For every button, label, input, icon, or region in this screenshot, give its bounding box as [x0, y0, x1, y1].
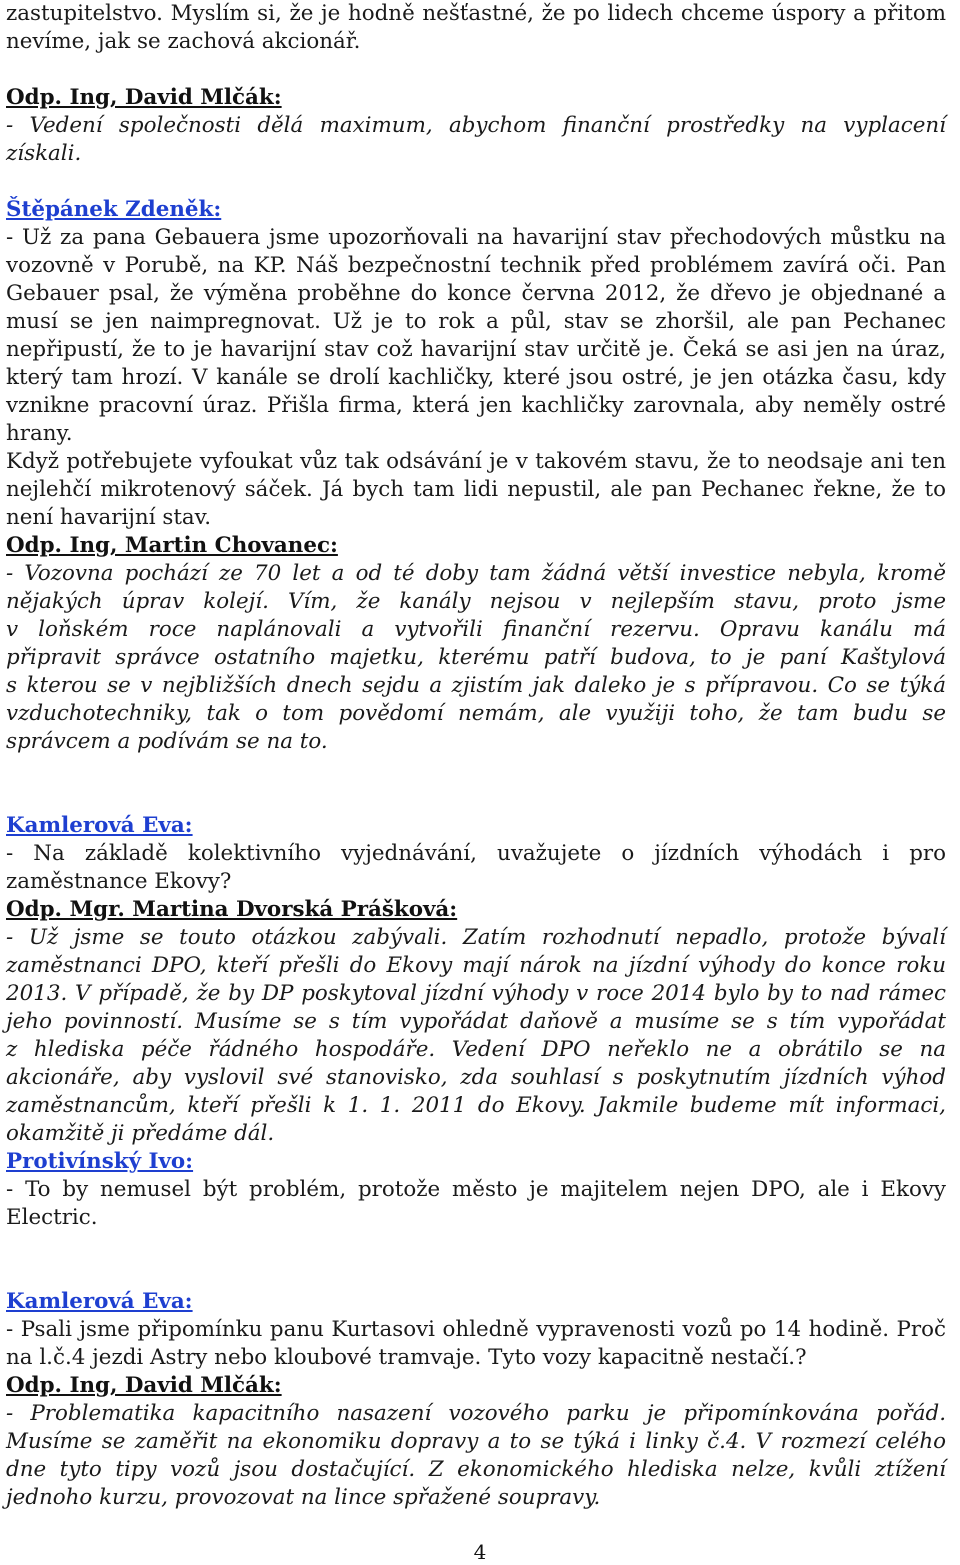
answer-text-line: jeho povinností. Musíme se s tím vypořádat daňově a musíme se s tím vypořádat	[6, 1009, 946, 1034]
paragraph-gap	[6, 56, 946, 84]
answer-text-line: připravit správce ostatního majetku, kterému patří budova, to je paní Kaštylová	[6, 645, 946, 670]
body-text-line: musí se jen naimpregnovat. Už je to rok a půl, stav se zhoršil, ale pan Pechanec	[6, 309, 946, 334]
body-text-line: vozovně v Porubě, na KP. Náš bezpečnostní technik před problémem zavírá oči. Pan	[6, 253, 946, 278]
document-page	[6, 0, 946, 1512]
body-text-line: hrany.	[6, 421, 73, 446]
body-text-line: - Na základě kolektivního vyjednávání, uvažujete o jízdních výhodách i pro	[6, 841, 946, 866]
answer-text-line: akcionáře, aby vyslovil své stanovisko, zda souhlasí s poskytnutím jízdních výhod	[6, 1065, 946, 1090]
speaker-heading	[6, 1148, 946, 1176]
answer-text-line: jednoho kurzu, provozovat na lince spřažené soupravy.	[6, 1485, 601, 1510]
speaker-name: Štěpánek Zdeněk:	[6, 197, 222, 222]
speaker-name: Odp. Ing, Martin Chovanec:	[6, 533, 338, 558]
answer-text-line: v loňském roce naplánovali a vytvořili finanční rezervu. Opravu kanálu má	[6, 617, 946, 642]
answer-text-line: vzduchotechniky, tak o tom povědomí nemám, ale využiji toho, že tam budu se	[6, 701, 946, 726]
body-text-line: zastupitelstvo. Myslím si, že je hodně nešťastné, že po lidech chceme úspory a přitom	[6, 1, 946, 26]
speaker-name: Odp. Ing, David Mlčák:	[6, 1373, 282, 1398]
answer-text-line: - Vedení společnosti dělá maximum, abychom finanční prostředky na vyplacení	[6, 113, 946, 138]
section-gap	[6, 756, 946, 812]
answer-text-line: dne tyto tipy vozů jsou dostačující. Z ekonomického hlediska nelze, kvůli ztížení	[6, 1457, 946, 1482]
speaker-heading	[6, 1372, 946, 1400]
answer-text-line: zaměstnancům, kteří přešli k 1. 1. 2011 do Ekovy. Jakmile budeme mít informaci,	[6, 1093, 946, 1118]
body-text-line: Gebauer psal, že výměna proběhne do konce června 2012, že dřevo je objednané a	[6, 281, 946, 306]
speaker-heading	[6, 196, 946, 224]
body-text-line: nevíme, jak se zachová akcionář.	[6, 29, 361, 54]
answer-text-line: okamžitě ji předáme dál.	[6, 1121, 275, 1146]
answer-text-line: nějakých úprav kolejí. Vím, že kanály nejsou v nejlepším stavu, proto jsme	[6, 589, 946, 614]
speaker-name: Odp. Mgr. Martina Dvorská Prášková:	[6, 897, 458, 922]
body-text-line: není havarijní stav.	[6, 505, 212, 530]
speaker-name: Kamlerová Eva:	[6, 1289, 193, 1314]
body-text-line: nepřipustí, že to je havarijní stav což havarijní stav určitě je. Čeká se asi jen na úraz,	[6, 337, 946, 362]
answer-text-line: - Už jsme se touto otázkou zabývali. Zatím rozhodnutí nepadlo, protože bývalí	[6, 925, 946, 950]
body-text-line: Electric.	[6, 1205, 98, 1230]
body-text-line: - Už za pana Gebauera jsme upozorňovali na havarijní stav přechodových můstku na	[6, 225, 946, 250]
answer-text-line: s kterou se v nejbližších dnech sejdu a zjistím jak daleko je s přípravou. Co se týká	[6, 673, 946, 698]
body-text-line: Když potřebujete vyfoukat vůz tak odsávání je v takovém stavu, že to neodsaje ani ten	[6, 449, 946, 474]
answer-text-line: zaměstnanci DPO, kteří přešli do Ekovy mají nárok na jízdní výhody do konce roku	[6, 953, 946, 978]
page-number: 4	[473, 1540, 487, 1564]
body-text-line: - To by nemusel být problém, protože město je majitelem nejen DPO, ale i Ekovy	[6, 1177, 946, 1202]
body-text-line: na l.č.4 jezdi Astry nebo kloubové tramvaje. Tyto vozy kapacitně nestačí.?	[6, 1345, 807, 1370]
speaker-heading	[6, 896, 946, 924]
speaker-heading	[6, 532, 946, 560]
speaker-heading	[6, 84, 946, 112]
speaker-heading	[6, 1288, 946, 1316]
answer-text-line: - Vozovna pochází ze 70 let a od té doby tam žádná větší investice nebyla, kromě	[6, 561, 946, 586]
body-text-line: zaměstnance Ekovy?	[6, 869, 232, 894]
answer-text-line: z hlediska péče řádného hospodáře. Vedení DPO neřeklo ne a obrátilo se na	[6, 1037, 946, 1062]
body-text-line: vznikne pracovní úraz. Přišla firma, která jen kachličky zarovnala, aby neměly ostré	[6, 393, 946, 418]
speaker-heading	[6, 812, 946, 840]
body-text-line: který tam hrozí. V kanále se drolí kachličky, které jsou ostré, je jen otázka času, kdy	[6, 365, 946, 390]
answer-text-line: 2013. V případě, že by DP poskytoval jízdní výhody v roce 2014 bylo by to nad rámec	[6, 981, 946, 1006]
answer-text-line: Musíme se zaměřit na ekonomiku dopravy a to se týká i linky č.4. V rozmezí celého	[6, 1429, 946, 1454]
answer-text-line: správcem a podívám se na to.	[6, 729, 328, 754]
section-gap	[6, 1232, 946, 1288]
answer-text-line: získali.	[6, 141, 82, 166]
paragraph-gap	[6, 168, 946, 196]
speaker-name: Protivínský Ivo:	[6, 1149, 194, 1174]
body-text-line: nejlehčí mikrotenový sáček. Já bych tam lidi nepustil, ale pan Pechanec řekne, že to	[6, 477, 946, 502]
answer-text-line: - Problematika kapacitního nasazení vozového parku je připomínkována pořád.	[6, 1401, 946, 1426]
body-text-line: - Psali jsme připomínku panu Kurtasovi ohledně vypravenosti vozů po 14 hodině. Proč	[6, 1317, 946, 1342]
speaker-name: Kamlerová Eva:	[6, 813, 193, 838]
speaker-name: Odp. Ing, David Mlčák:	[6, 85, 282, 110]
